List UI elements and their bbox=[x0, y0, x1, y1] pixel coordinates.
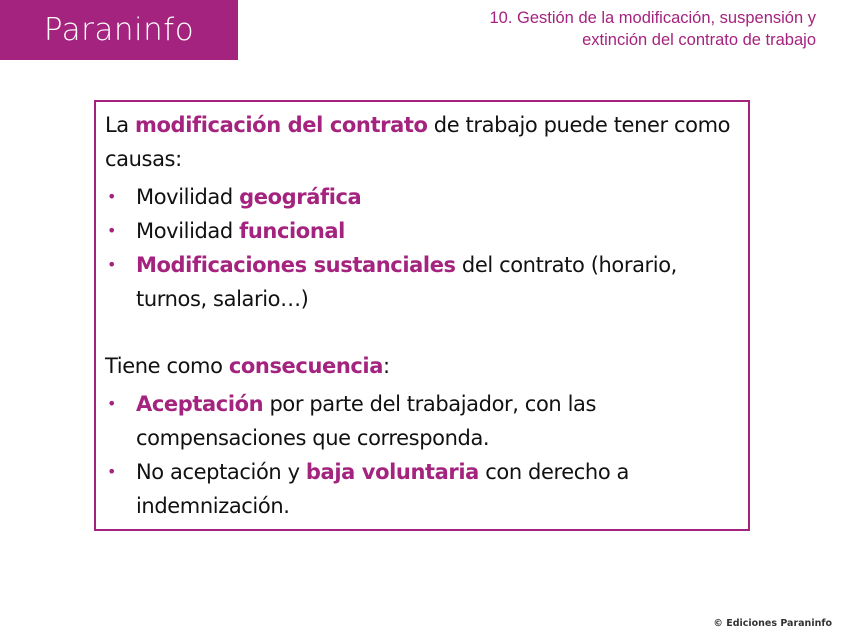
list-item bbox=[105, 387, 738, 455]
item-text-pre: No aceptación y bbox=[136, 460, 306, 484]
list-item bbox=[105, 214, 738, 248]
item-text-post: con derecho a indemnización. bbox=[136, 460, 630, 518]
item-highlight: baja voluntaria bbox=[305, 460, 479, 484]
item-text-post: por parte del trabajador, con las compensaciones que corresponda. bbox=[136, 392, 597, 450]
copyright-footer: © Ediciones Paraninfo bbox=[713, 618, 832, 629]
spacer bbox=[105, 316, 738, 349]
causes-list bbox=[105, 180, 738, 316]
consequence-paragraph bbox=[105, 349, 738, 383]
consequences-list bbox=[105, 387, 738, 523]
bullet-icon: • bbox=[107, 462, 117, 481]
item-highlight: Modificaciones sustanciales bbox=[136, 253, 456, 277]
chapter-title-line-1: 10. Gestión de la modificación, suspensión y bbox=[489, 9, 816, 27]
list-item bbox=[105, 455, 738, 523]
consequence-text-post: : bbox=[383, 354, 390, 378]
list-item bbox=[105, 248, 738, 316]
intro-highlight: modificación del contrato bbox=[135, 113, 428, 137]
bullet-icon: • bbox=[107, 187, 117, 206]
item-text-pre: Movilidad bbox=[136, 185, 240, 209]
consequence-highlight: consecuencia bbox=[228, 354, 384, 378]
intro-text-post: de trabajo puede tener como causas: bbox=[105, 113, 731, 171]
item-highlight: Aceptación bbox=[136, 392, 264, 416]
item-text-pre: Movilidad bbox=[136, 219, 240, 243]
consequence-text-pre: Tiene como bbox=[105, 354, 229, 378]
item-text-post: del contrato (horario, turnos, salario…) bbox=[136, 253, 677, 311]
intro-paragraph bbox=[105, 108, 738, 176]
chapter-title-line-2: extinción del contrato de trabajo bbox=[582, 31, 816, 49]
paraninfo-logo: Paraninfo bbox=[0, 0, 238, 60]
item-highlight: geográfica bbox=[239, 185, 362, 209]
item-highlight: funcional bbox=[239, 219, 345, 243]
list-item bbox=[105, 180, 738, 214]
bullet-icon: • bbox=[107, 394, 117, 413]
chapter-title bbox=[356, 7, 816, 51]
bullet-icon: • bbox=[107, 255, 117, 274]
content-box bbox=[94, 100, 750, 531]
intro-text-pre: La bbox=[105, 113, 136, 137]
bullet-icon: • bbox=[107, 221, 117, 240]
